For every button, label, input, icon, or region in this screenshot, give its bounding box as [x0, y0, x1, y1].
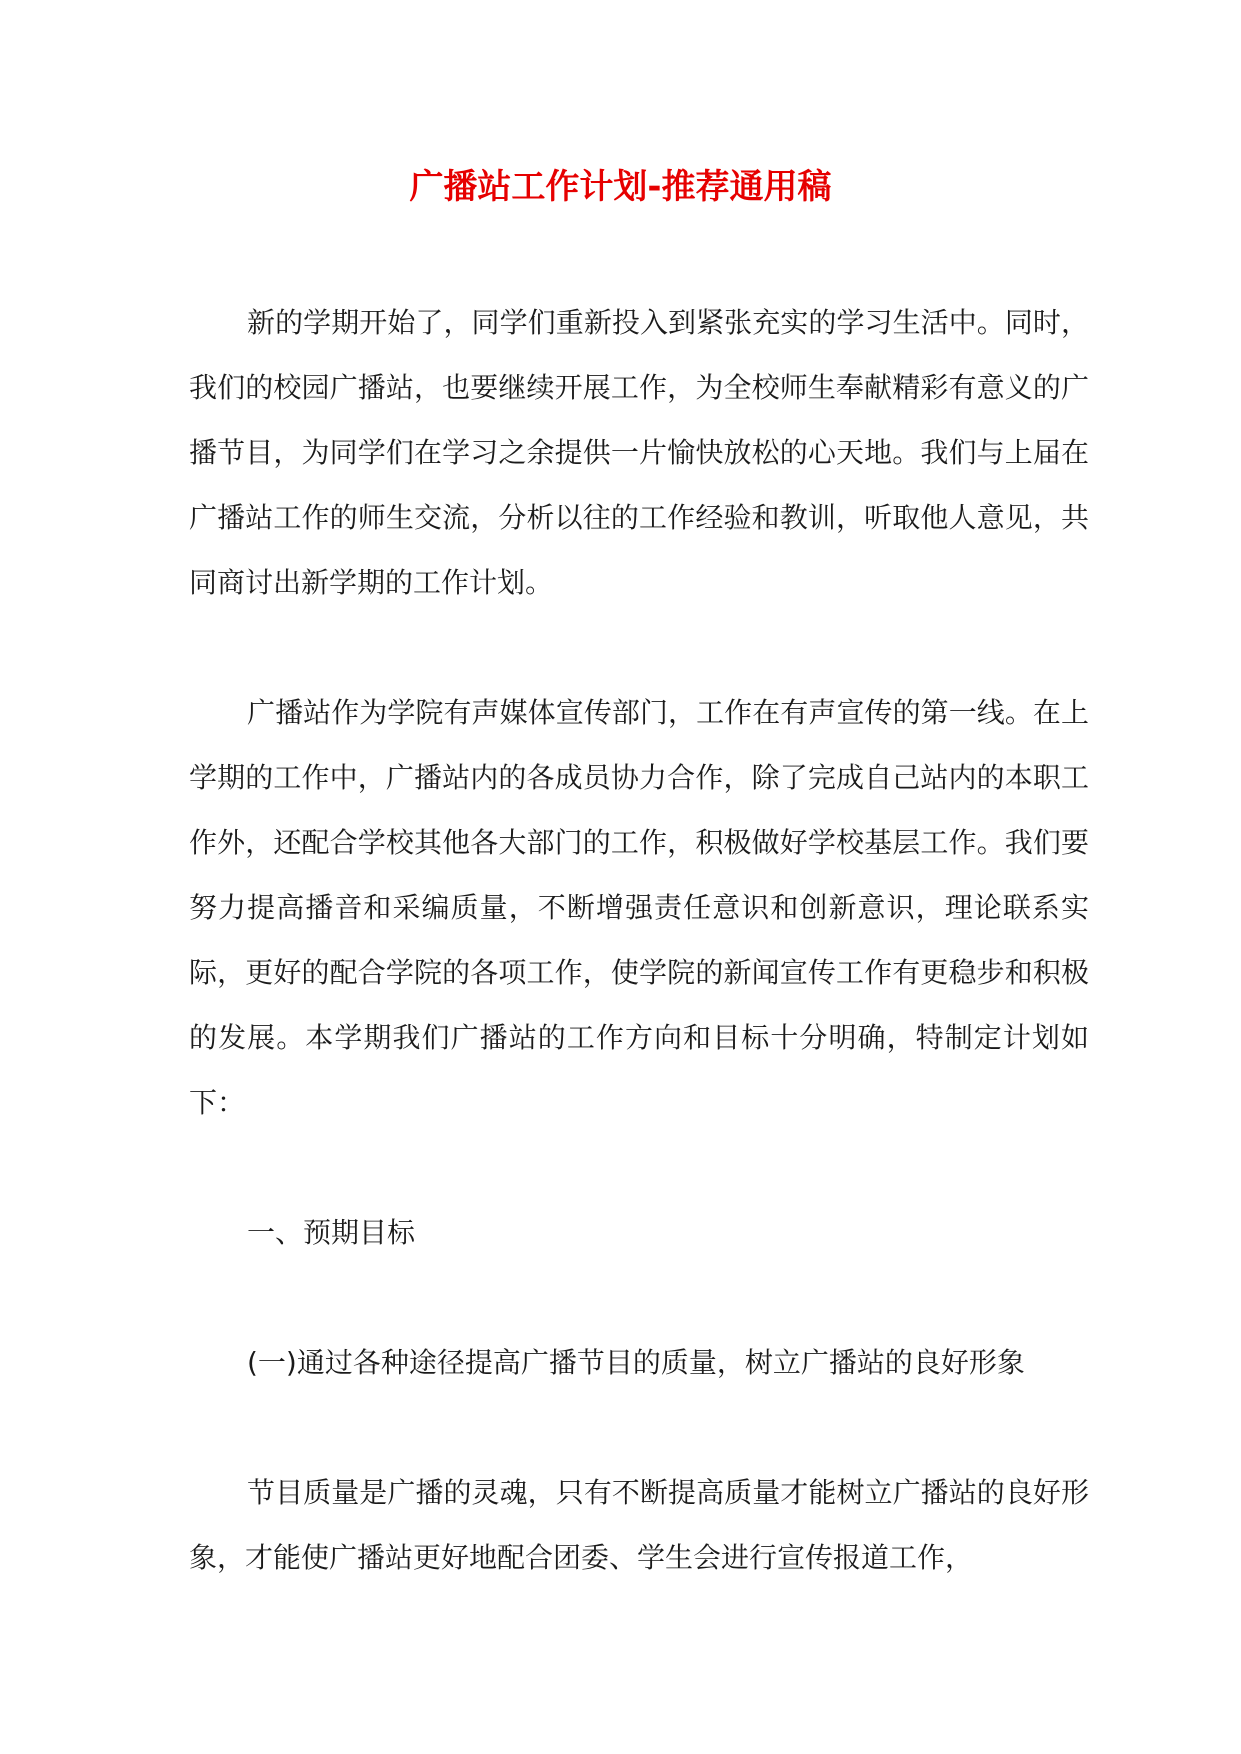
paragraph-intro: 新的学期开始了，同学们重新投入到紧张充实的学习生活中。同时，我们的校园广播站，也要继续开展工作，为全校师生奉献精彩有意义的广播节目，为同学们在学习之余提供一片愉快放松的心天地。我们与上届在广播站工作的师生交流，分析以往的工作经验和教训，听取他人意见，共同商讨出新学期的工作计划。 — [189, 306, 1089, 599]
document-body — [189, 290, 1089, 1590]
document-title: 广播站工作计划-推荐通用稿 — [409, 167, 832, 207]
paragraph-background: 广播站作为学院有声媒体宣传部门，工作在有声宣传的第一线。在上学期的工作中，广播站内的各成员协力合作，除了完成自己站内的本职工作外，还配合学校其他各大部门的工作，积极做好学校基层工作。我们要努力提高播音和采编质量，不断增强责任意识和创新意识，理论联系实际，更好的配合学院的各项工作，使学院的新闻宣传工作有更稳步和积极的发展。本学期我们广播站的工作方向和目标十分明确，特制定计划如下： — [189, 696, 1089, 1119]
paragraph-gap — [189, 1265, 1089, 1330]
paragraph-gap — [189, 1395, 1089, 1460]
paragraph-gap — [189, 1135, 1089, 1200]
section-heading: 一、预期目标 — [247, 1216, 416, 1249]
paragraph-quality: 节目质量是广播的灵魂，只有不断提高质量才能树立广播站的良好形象，才能使广播站更好地配合团委、学生会进行宣传报道工作， — [189, 1476, 1089, 1574]
paragraph-gap — [189, 615, 1089, 680]
subsection-heading: (一)通过各种途径提高广播节目的质量，树立广播站的良好形象 — [247, 1346, 1025, 1379]
